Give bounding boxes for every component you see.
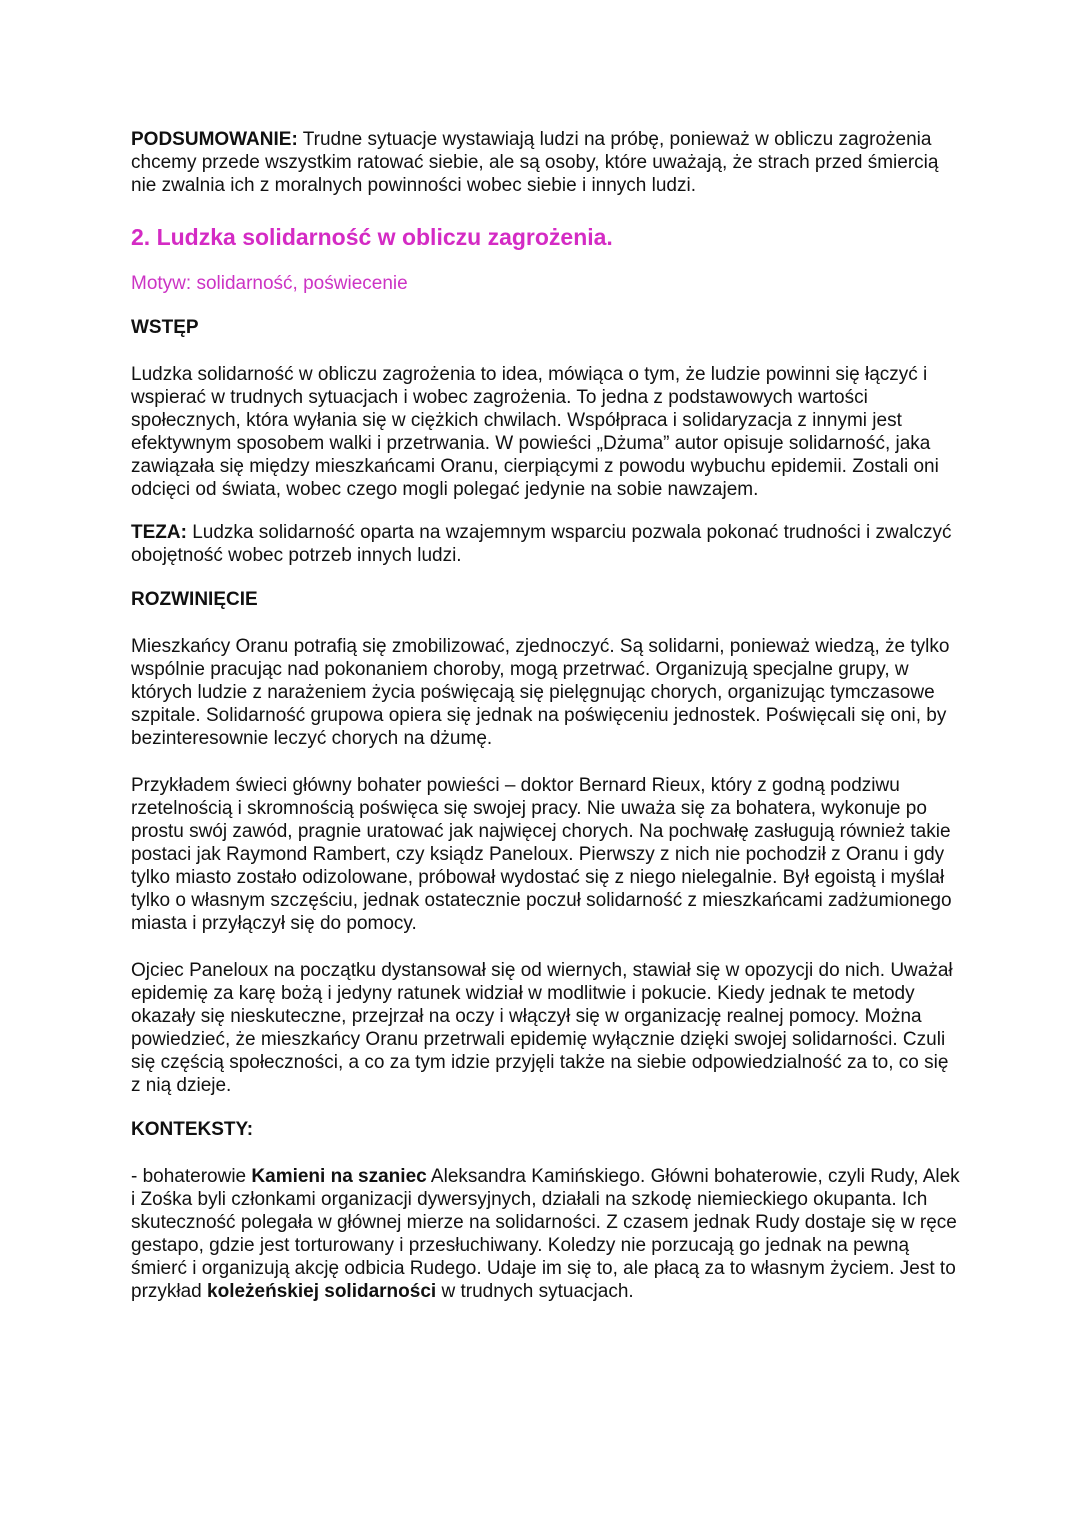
thesis-label: TEZA: bbox=[131, 522, 187, 543]
context-text: w trudnych sytuacjach. bbox=[436, 1281, 634, 1302]
summary-label: PODSUMOWANIE: bbox=[131, 129, 298, 150]
thesis-text: Ludzka solidarność oparta na wzajemnym wsparciu pozwala pokonać trudności i zwalczyć obojętność wobec potrzeb innych ludzi. bbox=[131, 522, 952, 566]
intro-heading: WSTĘP bbox=[131, 317, 199, 338]
context-item bbox=[131, 1165, 961, 1303]
document-page bbox=[131, 128, 961, 1303]
summary-text: Trudne sytuacje wystawiają ludzi na próbę, ponieważ w obliczu zagrożenia chcemy przede wszystkim ratować siebie, ale są osoby, które uważają, że strach przed śmiercią nie zwalnia ich z moralnych powinności wobec siebie i innych ludzi. bbox=[131, 129, 939, 196]
context-text: - bohaterowie bbox=[131, 1166, 252, 1187]
development-paragraph: Przykładem świeci główny bohater powieści – doktor Bernard Rieux, który z godną podziwu rzetelnością i skromnością poświęca się swojej pracy. Nie uważa się za bohatera, wykonuje po prostu swój zawód, pragnie uratować jak najwięcej chorych. Na pochwałę zasługują również takie postaci jak Raymond Rambert, czy ksiądz Paneloux. Pierwszy z nich nie pochodził z Oranu i gdy tylko miasto zostało odizolowane, próbował wydostać się z niego nielegalnie. Był egoistą i myślał tylko o własnym szczęściu, jednak ostatecznie poczuł solidarność z mieszkańcami zadżumionego miasta i przyłączył się do pomocy. bbox=[131, 775, 952, 934]
development-heading: ROZWINIĘCIE bbox=[131, 589, 258, 610]
thesis-paragraph bbox=[131, 521, 961, 567]
intro-paragraph: Ludzka solidarność w obliczu zagrożenia to idea, mówiąca o tym, że ludzie powinni się łączyć i wspierać w trudnych sytuacjach i wobec zagrożenia. To jedna z podstawowych wartości społecznych, która wyłania się w ciężkich chwilach. Współpraca i solidaryzacja z innymi jest efektywnym sposobem walki i przetrwania. W powieści „Dżuma” autor opisuje solidarność, jaka zawiązała się między mieszkańcami Oranu, cierpiącymi z powodu wybuchu epidemii. Zostali oni odcięci od świata, wobec czego mogli polegać jedynie na sobie nawzajem. bbox=[131, 364, 939, 500]
development-paragraph: Ojciec Paneloux na początku dystansował się od wiernych, stawiał się w opozycji do nich. Uważał epidemię za karę bożą i jedyny ratunek widział w modlitwie i pokucie. Kiedy jednak te metody okazały się nieskuteczne, przejrzał na oczy i włączył się w organizację realnej pomocy. Można powiedzieć, że mieszkańcy Oranu przetrwali epidemię wyłącznie dzięki swojej solidarności. Czuli się częścią społeczności, a co za tym idzie przyjęli także na siebie odpowiedzialność za to, co się z nią dzieje. bbox=[131, 960, 953, 1096]
solidarity-phrase: koleżeńskiej solidarności bbox=[207, 1281, 437, 1302]
section-title: 2. Ludzka solidarność w obliczu zagrożenia. bbox=[131, 224, 613, 250]
motif-line: Motyw: solidarność, poświecenie bbox=[131, 273, 408, 294]
development-paragraph: Mieszkańcy Oranu potrafią się zmobilizować, zjednoczyć. Są solidarni, ponieważ wiedzą, że tylko wspólnie pracując nad pokonaniem choroby, mogą przetrwać. Organizują specjalne grupy, w których ludzie z narażeniem życia poświęcają się pielęgnując chorych, organizując tymczasowe szpitale. Solidarność grupowa opiera się jednak na poświęceniu jednostek. Poświęcali się oni, by bezinteresownie leczyć chorych na dżumę. bbox=[131, 636, 950, 749]
summary-paragraph bbox=[131, 128, 961, 197]
book-title: Kamieni na szaniec bbox=[251, 1166, 427, 1187]
context-text: Aleksandra Kamińskiego. Główni bohaterowie, czyli Rudy, Alek i Zośka byli członkami organizacji dywersyjnych, działali na szkodę niemieckiego okupanta. Ich skuteczność polegała w głównej mierze na solidarności. Z czasem jednak Rudy dostaje się w ręce gestapo, gdzie jest torturowany i przesłuchiwany. Koledzy nie porzucają go jednak na pewną śmierć i organizują akcję odbicia Rudego. Udaje im się to, ale płacą za to własnym życiem. Jest to przykład bbox=[131, 1166, 960, 1302]
contexts-heading: KONTEKSTY: bbox=[131, 1119, 254, 1140]
